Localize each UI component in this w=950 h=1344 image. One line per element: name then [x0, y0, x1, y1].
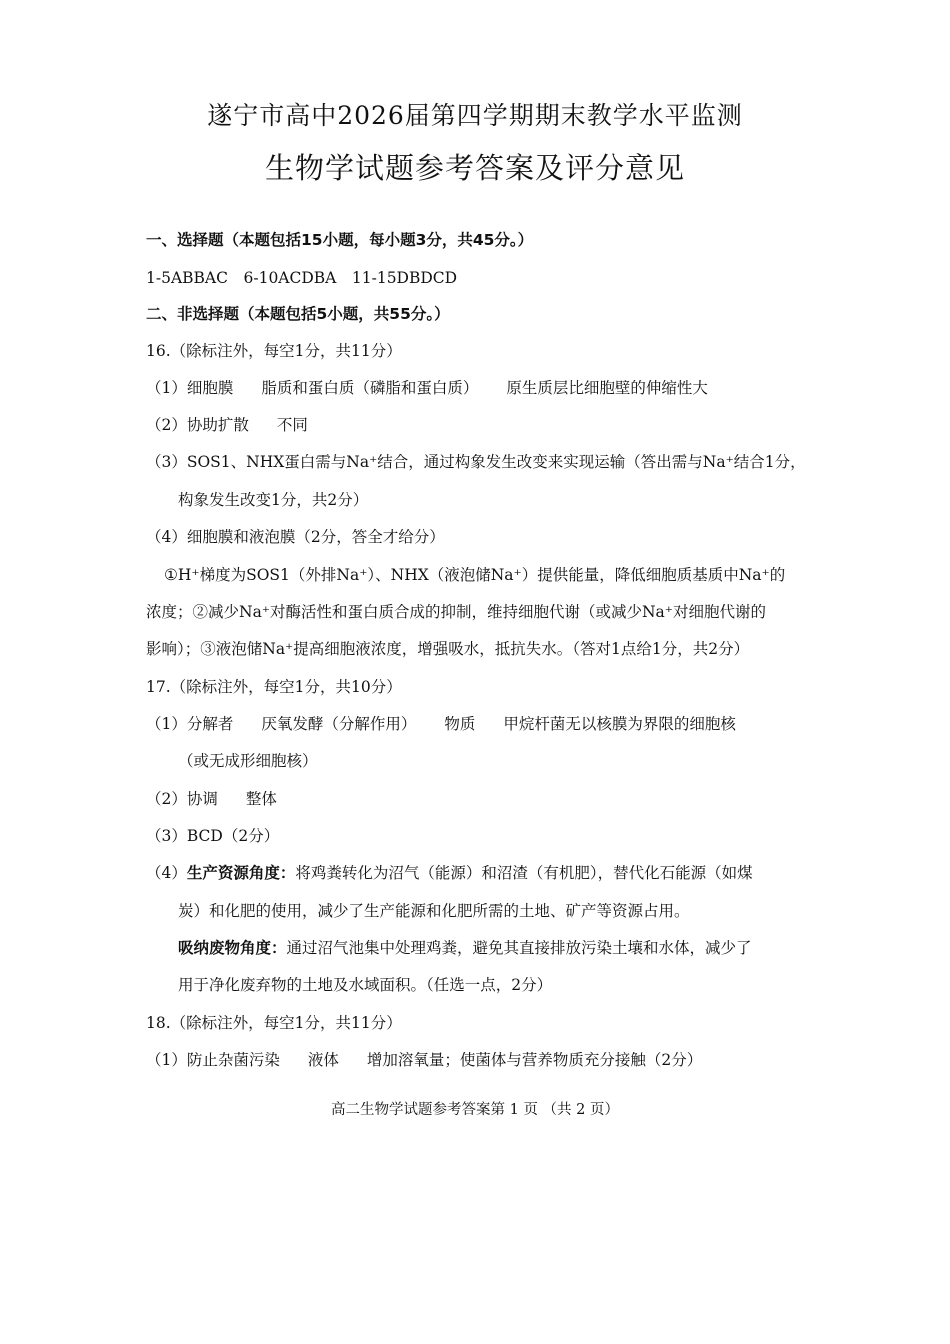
- q16-a1-part2: 脂质和蛋白质（磷脂和蛋白质）: [261, 379, 479, 397]
- q18-a1-part1: （1）防止杂菌污染: [146, 1051, 280, 1069]
- q18-a1-part3: 增加溶氧量；使菌体与营养物质充分接触（2分）: [366, 1051, 703, 1069]
- q17-answer-4-line3: [178, 937, 752, 959]
- q17-a4-prefix: （4）: [146, 864, 187, 882]
- q16-a1-part3: 原生质层比细胞壁的伸缩性大: [506, 379, 708, 397]
- document-subtitle: 生物学试题参考答案及评分意见: [264, 151, 685, 185]
- q17-answer-1: [146, 713, 736, 735]
- q16-a2-part1: （2）协助扩散: [146, 416, 249, 434]
- q17-a4-text1: 将鸡粪转化为沼气（能源）和沼渣（有机肥），替代化石能源（如煤: [295, 864, 753, 882]
- q16-paragraph-line1: ①H⁺梯度为SOS1（外排Na⁺）、NHX（液泡储Na⁺）提供能量，降低细胞质基质中Na⁺的: [164, 566, 786, 584]
- q16-answer-3-line2: 构象发生改变1分，共2分）: [178, 491, 369, 509]
- q17-heading: 17.（除标注外，每空1分，共10分）: [146, 678, 402, 696]
- q17-answer-1-line2: （或无成形细胞核）: [178, 752, 318, 770]
- q18-a1-part2: 液体: [307, 1051, 339, 1069]
- q17-a1-part3: 物质: [444, 715, 476, 733]
- q17-a1-part2: 厌氧发酵（分解作用）: [261, 715, 417, 733]
- q17-answer-4-line1: [146, 862, 753, 884]
- q16-answer-3-line1: （3）SOS1、NHX蛋白需与Na⁺结合，通过构象发生改变来实现运输（答出需与Na⁺结合1分，: [146, 453, 806, 471]
- q16-a1-part1: （1）细胞膜: [146, 379, 234, 397]
- q16-answer-2: [146, 414, 308, 436]
- q17-answer-3: （3）BCD（2分）: [146, 827, 280, 845]
- q17-answer-4-line2: 炭）和化肥的使用，减少了生产能源和化肥所需的土地、矿产等资源占用。: [178, 902, 690, 920]
- q17-a2-part1: （2）协调: [146, 790, 218, 808]
- q17-answer-4-line4: 用于净化废弃物的土地及水域面积。（任选一点，2分）: [178, 976, 553, 994]
- page-footer: 高二生物学试题参考答案第 1 页 （共 2 页）: [331, 1102, 619, 1118]
- q17-a2-part2: 整体: [245, 790, 277, 808]
- q18-heading: 18.（除标注外，每空1分，共11分）: [146, 1014, 402, 1032]
- q17-a4-bold-label: 生产资源角度：: [186, 864, 296, 882]
- document-title: 遂宁市高中2026届第四学期期末教学水平监测: [207, 101, 743, 130]
- q16-heading: 16.（除标注外，每空1分，共11分）: [146, 342, 402, 360]
- q17-a4-text3: 通过沼气池集中处理鸡粪，避免其直接排放污染土壤和水体，减少了: [286, 939, 752, 957]
- q17-a1-part4: 甲烷杆菌无以核膜为界限的细胞核: [503, 715, 736, 733]
- q17-a1-part1: （1）分解者: [146, 715, 234, 733]
- q18-answer-1: [146, 1049, 702, 1071]
- section1-heading: 一、选择题（本题包括15小题，每小题3分，共45分。）: [146, 231, 534, 249]
- q17-a4-bold-label-2: 吸纳废物角度：: [178, 939, 287, 957]
- section2-heading: 二、非选择题（本题包括5小题，共55分。）: [146, 305, 450, 323]
- q16-answer-4: （4）细胞膜和液泡膜（2分，答全才给分）: [146, 528, 445, 546]
- q16-paragraph-line2: 浓度；②减少Na⁺对酶活性和蛋白质合成的抑制，维持细胞代谢（或减少Na⁺对细胞代谢的: [146, 603, 766, 621]
- q16-answer-1: [146, 377, 708, 399]
- q16-paragraph-line3: 影响）；③液泡储Na⁺提高细胞液浓度，增强吸水，抵抗失水。（答对1点给1分，共2分）: [146, 640, 750, 658]
- q16-a2-part2: 不同: [276, 416, 308, 434]
- section1-answers: 1-5ABBAC 6-10ACDBA 11-15DBDCD: [146, 269, 458, 287]
- q17-answer-2: [146, 788, 277, 810]
